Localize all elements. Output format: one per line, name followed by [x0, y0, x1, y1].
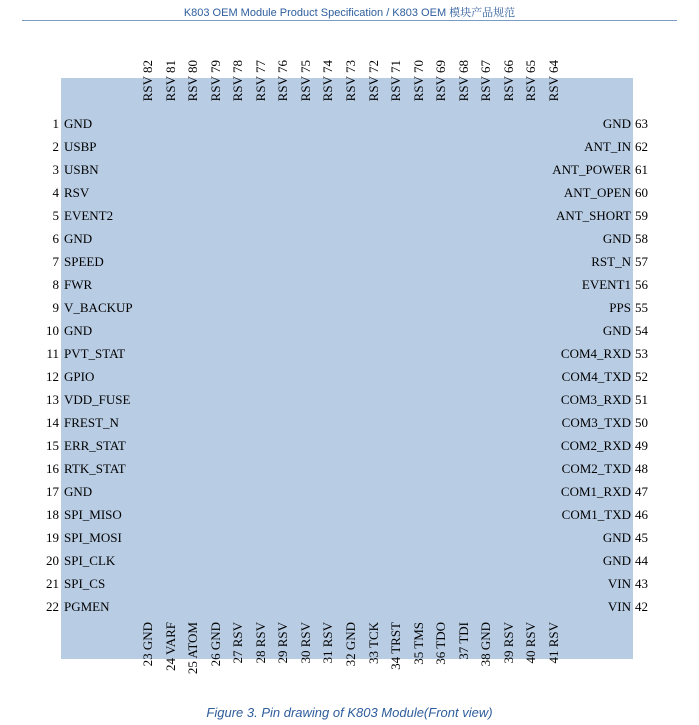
- top-pin: [547, 60, 561, 101]
- bottom-pin: [547, 622, 561, 664]
- top-pin-label: RSV 81: [162, 60, 178, 102]
- left-pin-number: 13: [46, 392, 59, 407]
- top-pin-label: RSV 76: [275, 60, 291, 102]
- right-pin-name: GND: [602, 323, 631, 338]
- bottom-pin-label: 28 RSV: [252, 622, 268, 664]
- left-pin-name: USBP: [64, 139, 97, 154]
- figure-caption: Figure 3. Pin drawing of K803 Module(Front view): [206, 705, 493, 720]
- right-pin-name: COM1_TXD: [561, 507, 631, 522]
- top-pin-label: RSV 77: [252, 60, 268, 102]
- left-pin-number: 11: [46, 346, 59, 361]
- right-pin-number: 54: [635, 323, 648, 338]
- bottom-pin: [412, 622, 426, 665]
- top-pin: [254, 60, 268, 101]
- left-pin-name: GND: [64, 323, 93, 338]
- right-pin-name: COM4_RXD: [560, 346, 631, 361]
- right-pin-name: ANT_SHORT: [555, 208, 631, 223]
- top-pin: [502, 60, 516, 101]
- left-pin-number: 8: [52, 277, 59, 292]
- right-pin-name: ANT_POWER: [552, 162, 631, 177]
- top-pin-label: RSV 67: [478, 60, 494, 102]
- left-pin-name: EVENT2: [64, 208, 114, 223]
- bottom-pin-label: 25 ATOM: [185, 622, 201, 675]
- left-pin-number: 14: [46, 415, 59, 430]
- right-pin-number: 55: [635, 300, 648, 315]
- top-pin: [231, 60, 245, 101]
- left-pin-name: GND: [64, 484, 93, 499]
- left-pin-name: GND: [64, 116, 93, 131]
- right-pin-number: 42: [635, 599, 648, 614]
- left-pin-number: 18: [46, 507, 59, 522]
- bottom-pin: [479, 622, 493, 666]
- left-pin-number: 17: [46, 484, 59, 499]
- top-pin-label: RSV 79: [207, 60, 223, 102]
- right-pin-name: GND: [602, 553, 631, 568]
- top-pin: [524, 60, 538, 101]
- top-pin-label: RSV 66: [500, 60, 516, 102]
- bottom-pin-label: 39 RSV: [500, 622, 516, 664]
- right-pin-name: GND: [602, 231, 631, 246]
- bottom-pin-label: 29 RSV: [275, 622, 291, 664]
- module-body: [61, 78, 633, 659]
- bottom-pin: [344, 622, 358, 666]
- right-pin-number: 43: [635, 576, 648, 591]
- top-pin: [209, 60, 223, 101]
- left-pin-name: FWR: [64, 277, 93, 292]
- top-pin-label: RSV 73: [342, 60, 358, 102]
- top-pin-label: RSV 82: [140, 60, 155, 102]
- left-pin-name: VDD_FUSE: [64, 392, 131, 407]
- bottom-pin: [434, 622, 448, 665]
- top-pin: [434, 60, 448, 101]
- right-pin-name: COM1_RXD: [560, 484, 631, 499]
- top-pin-label: RSV 68: [455, 60, 471, 102]
- left-pin-number: 10: [46, 323, 59, 338]
- right-pin-name: EVENT1: [581, 277, 631, 292]
- top-pin-label: RSV 64: [545, 60, 561, 102]
- right-pin-number: 53: [635, 346, 648, 361]
- left-pin-name: GPIO: [64, 369, 95, 384]
- bottom-pin-label: 31 RSV: [320, 622, 336, 664]
- left-pin-name: USBN: [64, 162, 99, 177]
- top-pin-label: RSV 75: [297, 60, 313, 102]
- left-pin-number: 15: [46, 438, 59, 453]
- left-pin-name: GND: [64, 231, 93, 246]
- bottom-pin-label: 32 GND: [342, 622, 358, 667]
- left-pin-name: RSV: [64, 185, 90, 200]
- top-pin: [276, 60, 290, 101]
- right-pin-name: VIN: [607, 599, 631, 614]
- bottom-pin: [141, 622, 155, 666]
- right-pin-number: 58: [635, 231, 648, 246]
- left-pin-number: 12: [46, 369, 59, 384]
- top-pin-label: RSV 65: [523, 60, 539, 102]
- top-pin: [457, 60, 471, 101]
- right-pin-name: GND: [602, 530, 631, 545]
- right-pin-number: 62: [635, 139, 648, 154]
- left-pin-name: PVT_STAT: [64, 346, 126, 361]
- right-pin-name: COM3_TXD: [561, 415, 631, 430]
- left-pin-number: 20: [46, 553, 59, 568]
- left-pin-number: 6: [52, 231, 59, 246]
- left-pin-number: 16: [46, 461, 59, 476]
- top-pin-label: RSV 69: [433, 60, 449, 102]
- right-pin-name: COM3_RXD: [560, 392, 631, 407]
- bottom-pin-label: 27 RSV: [230, 622, 246, 664]
- bottom-pin-label: 30 RSV: [297, 622, 313, 664]
- left-pin-number: 9: [52, 300, 59, 315]
- right-pin-number: 60: [635, 185, 648, 200]
- left-pin-name: ERR_STAT: [64, 438, 126, 453]
- right-pin-name: RST_N: [591, 254, 631, 269]
- left-pin-number: 19: [46, 530, 59, 545]
- top-pin: [141, 60, 155, 101]
- left-pin-name: SPI_CLK: [64, 553, 116, 568]
- right-pin-number: 49: [635, 438, 648, 453]
- top-pin-label: RSV 74: [320, 60, 336, 102]
- bottom-pin: [164, 622, 178, 671]
- bottom-pin-label: 36 TDO: [433, 622, 449, 665]
- right-pin-number: 51: [635, 392, 648, 407]
- bottom-pin-label: 34 TRST: [388, 622, 404, 670]
- bottom-pin: [254, 622, 268, 664]
- top-pin: [344, 60, 358, 101]
- bottom-pin: [389, 622, 403, 670]
- page-header: K803 OEM Module Product Specification / K803 OEM 模块产品规范: [183, 7, 516, 19]
- bottom-pin-label: 24 VARF: [162, 622, 178, 672]
- right-pin-number: 57: [635, 254, 648, 269]
- right-pin-number: 50: [635, 415, 648, 430]
- bottom-pin: [457, 622, 471, 660]
- right-pin-name: COM4_TXD: [561, 369, 631, 384]
- bottom-pin: [299, 622, 313, 664]
- right-pin-number: 52: [635, 369, 648, 384]
- left-pin-name: SPEED: [64, 254, 104, 269]
- top-pin: [367, 60, 381, 101]
- right-pin-number: 45: [635, 530, 648, 545]
- bottom-pin-label: 26 GND: [207, 622, 223, 667]
- top-pin: [389, 60, 403, 101]
- right-pin-number: 56: [635, 277, 648, 292]
- header-divider: [22, 20, 677, 21]
- bottom-pin-label: 38 GND: [478, 622, 494, 667]
- right-pin-name: COM2_TXD: [561, 461, 631, 476]
- top-pin-label: RSV 78: [230, 60, 246, 102]
- left-pin-name: RTK_STAT: [64, 461, 126, 476]
- bottom-pin-label: 37 TDI: [455, 622, 471, 660]
- right-pin-name: ANT_OPEN: [563, 185, 631, 200]
- right-pin-name: VIN: [607, 576, 631, 591]
- top-pin: [186, 60, 200, 101]
- bottom-pin-label: 35 TMS: [410, 622, 426, 665]
- top-pin-label: RSV 72: [365, 60, 381, 102]
- top-pin-label: RSV 71: [388, 60, 404, 102]
- left-pin-name: SPI_CS: [64, 576, 106, 591]
- bottom-pin: [321, 622, 335, 664]
- bottom-pin: [502, 622, 516, 664]
- top-pin: [321, 60, 335, 101]
- top-pin: [299, 60, 313, 101]
- bottom-pin-label: 41 RSV: [545, 622, 561, 664]
- left-pin-number: 5: [52, 208, 59, 223]
- bottom-pin: [231, 622, 245, 664]
- bottom-pin: [276, 622, 290, 664]
- left-pin-number: 2: [52, 139, 59, 154]
- bottom-pin: [524, 622, 538, 664]
- left-pin-name: SPI_MISO: [64, 507, 122, 522]
- right-pin-number: 61: [635, 162, 648, 177]
- bottom-pin-label: 33 TCK: [365, 622, 381, 665]
- bottom-pin: [367, 622, 381, 664]
- left-pin-number: 1: [52, 116, 59, 131]
- left-pin-name: PGMEN: [64, 599, 110, 614]
- right-pin-number: 46: [635, 507, 648, 522]
- left-pin-number: 3: [52, 162, 59, 177]
- bottom-pin-label: 23 GND: [140, 622, 155, 667]
- bottom-pin-label: 40 RSV: [523, 622, 539, 664]
- left-pin-name: SPI_MOSI: [64, 530, 122, 545]
- right-pin-number: 59: [635, 208, 648, 223]
- left-pin-name: V_BACKUP: [64, 300, 133, 315]
- right-pin-number: 44: [635, 553, 648, 568]
- right-pin-name: GND: [602, 116, 631, 131]
- left-pin-number: 7: [52, 254, 59, 269]
- right-pin-number: 63: [635, 116, 648, 131]
- left-pin-number: 22: [46, 599, 59, 614]
- top-pin: [479, 60, 493, 101]
- bottom-pin: [186, 622, 200, 674]
- top-pin-label: RSV 70: [410, 60, 426, 102]
- left-pin-number: 4: [52, 185, 59, 200]
- right-pin-name: ANT_IN: [584, 139, 631, 154]
- top-pin: [164, 60, 178, 101]
- right-pin-name: PPS: [609, 300, 631, 315]
- bottom-pin: [209, 622, 223, 666]
- right-pin-number: 47: [635, 484, 648, 499]
- top-pin: [412, 60, 426, 101]
- right-pin-name: COM2_RXD: [560, 438, 631, 453]
- left-pin-name: FREST_N: [64, 415, 119, 430]
- right-pin-number: 48: [635, 461, 648, 476]
- left-pin-number: 21: [46, 576, 59, 591]
- top-pin-label: RSV 80: [185, 60, 201, 102]
